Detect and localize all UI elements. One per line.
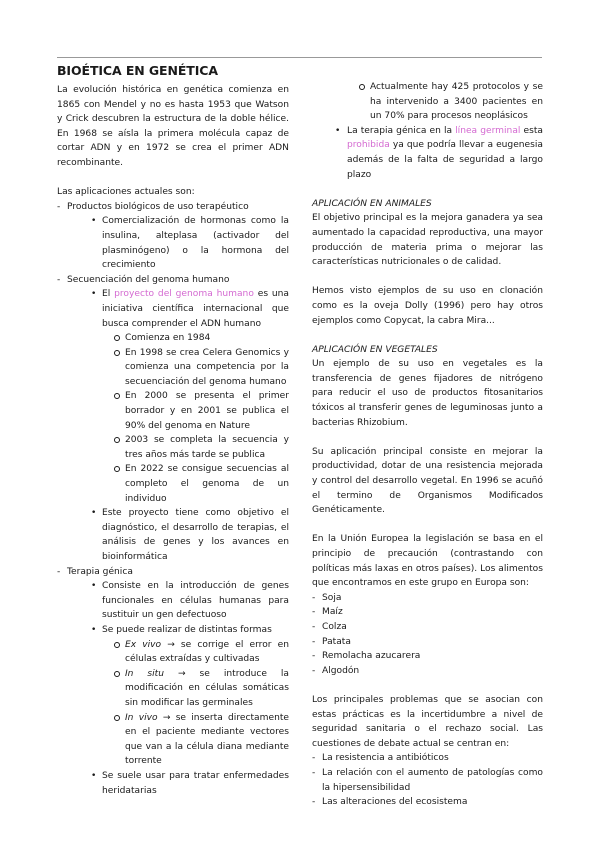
list-item: - La relación con el aumento de patologías como la hipersensibilidad — [312, 766, 543, 795]
plants-heading: APLICACIÓN EN VEGETALES — [312, 344, 438, 355]
plants-paragraph-2: Su aplicación principal consiste en mejorar la productividad, dotar de una resistencia mejorada y control del desarrollo vegetal. En 1996 se acuñó el termino de Organismos Modificados Genéticamente. — [312, 446, 543, 516]
foods-list — [312, 591, 543, 679]
animals-paragraph-2: Hemos visto ejemplos de su uso en clonación como es la oveja Dolly (1996) pero hay otros ejemplos como Copycat, la cabra Mira... — [312, 286, 543, 326]
prohibited-link: prohibida — [347, 140, 390, 151]
list-item-products: - Productos biológicos de uso terapéutico • Comercialización de hormonas como la insulina, alteplasa (activador del plasminógeno) o la hormona del crecimiento — [57, 200, 289, 273]
list-item: Ex vivo → se corrige el error en células extraídas y cultivadas — [67, 638, 289, 667]
list-item: • Se suele usar para tratar enfermedades heridatarias — [67, 769, 289, 798]
animals-heading: APLICACIÓN EN ANIMALES — [312, 198, 432, 209]
applications-heading: Las aplicaciones actuales son: — [57, 187, 195, 198]
list-item: Comienza en 1984 — [67, 331, 289, 346]
list-item: En 1998 se crea Celera Genomics y comienza una competencia por la secuenciación del genoma humano — [67, 346, 289, 390]
list-item: • Este proyecto tiene como objetivo el diagnóstico, el desarrollo de terapias, el análisis de genes y los avances en bioinformática — [67, 506, 289, 564]
list-item: • Consiste en la introducción de genes funcionales en células humanas para sustituir un gen defectuoso — [67, 579, 289, 623]
list-item: • Comercialización de hormonas como la insulina, alteplasa (activador del plasminógeno) o la hormona del crecimiento — [67, 214, 289, 272]
list-item: - Remolacha azucarera — [312, 649, 543, 664]
intro-paragraph: La evolución histórica en genética comienza en 1865 con Mendel y no es hasta 1953 que Watson y Crick descubren la estructura de la doble hélice. En 1968 se aísla la primera molécula capaz de cortar ADN y en 1972 se crea el primer ADN recombinante. — [57, 85, 289, 168]
right-column — [312, 80, 543, 810]
plants-paragraph-4: Los principales problemas que se asocian con estas prácticas es la incertidumbre a nivel de seguridad sanitaria o el rechazo social. Las cuestiones de debate actual se centran en: — [312, 694, 543, 749]
list-item: - La resistencia a antibióticos — [312, 751, 543, 766]
plants-paragraph-1: Un ejemplo de su uso en vegetales es la transferencia de genes fijadores de nitrógeno para reducir el uso de productos fitosanitarios tóxicos al transferir genes de leguminosas junto a bacterias Rhizobium. — [312, 359, 543, 428]
list-item: 2003 se completa la secuencia y tres años más tarde se publica — [67, 433, 289, 462]
list-item: Actualmente hay 425 protocolos y se ha intervenido a 3400 pacientes en un 70% para procesos neoplásicos — [312, 80, 543, 124]
list-item: - Colza — [312, 620, 543, 635]
list-item: • El proyecto del genoma humano es una iniciativa científica internacional que busca comprender el ADN humano Comienza en 1984 En 1998 se crea Celera Genomics y comienza una competencia por la secuenciación del genoma humano En 2000 se presenta el primer borrador y en 2001 se publica el 90% del genoma en Nature 2003 se completa la secuencia y tres años más tarde se publica En 2022 se consigue secuencias al completo el genoma de un individuo — [67, 287, 289, 506]
germline-link: línea germinal — [455, 125, 521, 136]
page-title: BIOÉTICA EN GENÉTICA — [57, 63, 218, 78]
list-item: - Las alteraciones del ecosistema — [312, 795, 543, 810]
list-item: - Algodón — [312, 664, 543, 679]
list-item: - Patata — [312, 635, 543, 650]
list-item: • Se puede realizar de distintas formas Ex vivo → se corrige el error en células extraídas y cultivadas In situ → se introduce la modificación en células somáticas sin modificar las germinales In vivo → se inserta directamente en el paciente mediante vectores que van a la célula diana mediante torrente — [67, 623, 289, 769]
animals-paragraph-1: El objetivo principal es la mejora ganadera ya sea aumentado la capacidad reproductiva, una mayor producción de materia prima o mejorar las características nutricionales o de calidad. — [312, 213, 543, 268]
issues-list — [312, 751, 543, 809]
list-item: - Soja — [312, 591, 543, 606]
applications-list — [57, 200, 289, 798]
genome-project-link: proyecto del genoma humano — [114, 289, 254, 300]
list-item-sequencing: - Secuenciación del genoma humano • El proyecto del genoma humano es una iniciativa científica internacional que busca comprender el ADN humano Comienza en 1984 En 1998 se crea Celera Genomics y comienza una competencia por la secuenciación del genoma humano En 2000 se presenta el primer borrador y en 2001 se publica el 90% del genoma en Nature 2003 se completa la secuencia y tres años más tarde se publica En 2022 se consigue secuencias al completo el genoma de un individuo • Este proyecto tiene como objetivo el diagnóstico, el desarrollo de terapias, el análisis de genes y los avances en bioinformática — [57, 273, 289, 565]
list-item: In situ → se introduce la modificación en células somáticas sin modificar las germinales — [67, 667, 289, 711]
list-item: - Maíz — [312, 605, 543, 620]
list-item: In vivo → se inserta directamente en el paciente mediante vectores que van a la célula diana mediante torrente — [67, 711, 289, 769]
list-item-gene-therapy: - Terapia génica • Consiste en la introducción de genes funcionales en células humanas para sustituir un gen defectuoso • Se puede realizar de distintas formas Ex vivo → se corrige el error en células extraídas y cultivadas In situ → se introduce la modificación en células somáticas sin modificar las germinales In vivo → se inserta directamente en el paciente mediante vectores que van a la célula diana mediante torrente • Se suele usar para tratar enfermedades heridatarias — [57, 565, 289, 799]
list-item: En 2022 se consigue secuencias al completo el genoma de un individuo — [67, 462, 289, 506]
plants-paragraph-3: En la Unión Europea la legislación se basa en el principio de precaución (contrastando con políticas más laxas en otros países). Los alimentos que encontramos en este grupo en Europa son: — [312, 534, 543, 589]
list-item-germline: • La terapia génica en la línea germinal esta prohibida ya que podría llevar a eugenesia además de la falta de seguridad a largo plazo — [312, 124, 543, 182]
left-column — [57, 62, 289, 798]
top-divider — [57, 57, 542, 58]
list-item: En 2000 se presenta el primer borrador y en 2001 se publica el 90% del genoma en Nature — [67, 389, 289, 433]
